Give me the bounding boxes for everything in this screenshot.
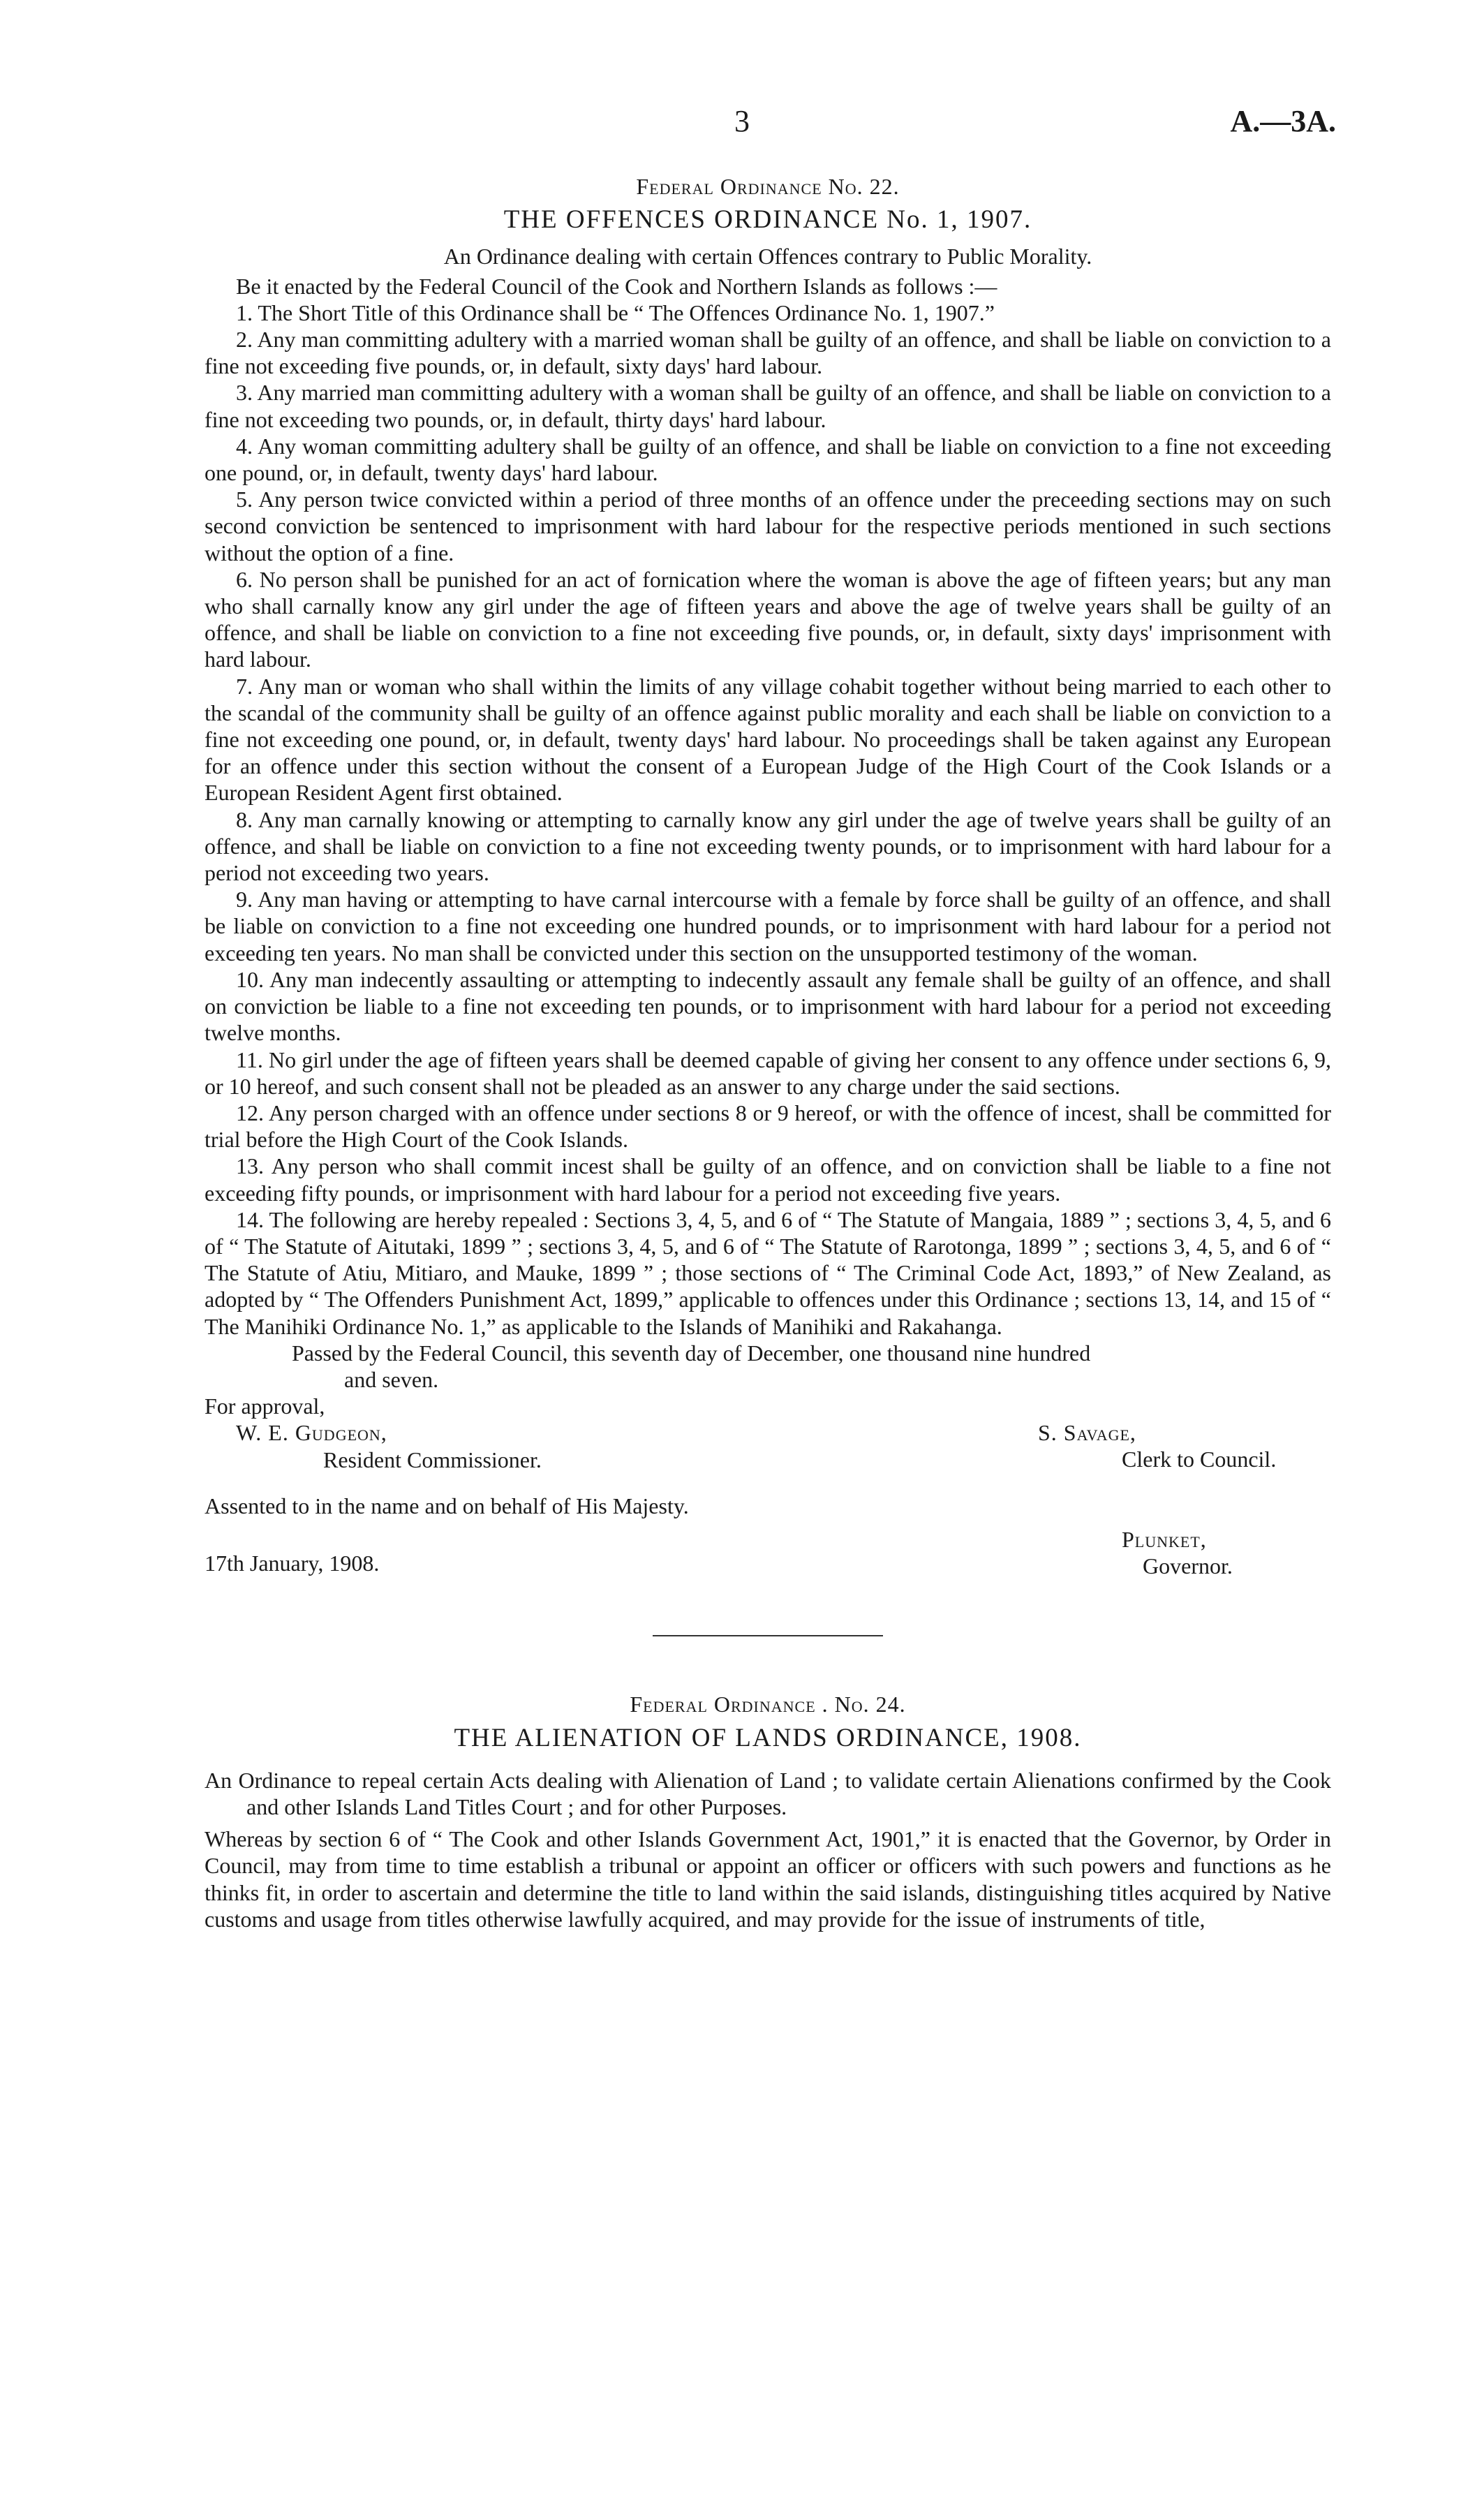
section-14: 14. The following are hereby repealed : Sections 3, 4, 5, and 6 of “ The Statute of Mangaia, 1889 ” ; sections 3, 4, 5, and 6 of “ The Statute of Aitutaki, 1899 ” ; sections 3, 4, 5, and 6 of “ The Statute of Rarotonga, 1899 ” ; sections 3, 4, 5, and 6 of “ The Statute of Atiu, Mitiaro, and Mauke, 1899 ” ; those sections of “ The Criminal Code Act, 1893,” of New Zealand, as adopted by “ The Offenders Punishment Act, 1899,” applicable to offences under this Ordinance ; sections 13, 14, and 15 of “ The Manihiki Ordinance No. 1,” as applicable to the Islands of Manihiki and Rakahanga. [205,1206,1331,1339]
ordinance-title: THE OFFENCES ORDINANCE No. 1, 1907. [503,205,1032,235]
ordinance-2-long-title: An Ordinance to repeal certain Acts dealing with Alienation of Land ; to validate certain Alienations confirmed by the Cook and other Islands Land Titles Court ; and for other Purposes. [205,1767,1331,1819]
right-signature [1038,1393,1331,1472]
section-13: 13. Any person who shall commit incest shall be guilty of an offence, and on conviction shall be liable to a fine not exceeding fifty pounds, or imprisonment with hard labour for a period not exceeding five years. [205,1153,1331,1206]
ordinance-number: Federal Ordinance No. 22. [636,174,900,199]
section-10: 10. Any man indecently assaulting or attempting to indecently assault any female shall be guilty of an offence, and shall on conviction be liable to a fine not exceeding ten pounds, or to imprisonment with hard labour for a period not exceeding twelve months. [205,966,1331,1046]
section-2: 2. Any man committing adultery with a married woman shall be guilty of an offence, and shall be liable on conviction to a fine not exceeding five pounds, or, in default, sixty days' hard labour. [205,327,1331,379]
resident-commissioner-name: W. E. Gudgeon, [236,1420,387,1446]
assent-statement: Assented to in the name and on behalf of His Majesty. [205,1493,689,1518]
section-4: 4. Any woman committing adultery shall be guilty of an offence, and shall be liable on conviction to a fine not exceeding one pound, or, in default, twenty days' hard labour. [205,433,1331,486]
governor-name: Plunket, [1122,1526,1207,1552]
section-8: 8. Any man carnally knowing or attempting to carnally know any girl under the age of twelve years shall be guilty of an offence, and shall be liable on conviction to a fine not exceeding twenty pounds, or to imprisonment with hard labour for a period not exceeding two years. [205,806,1331,886]
section-12: 12. Any person charged with an offence under sections 8 or 9 hereof, or with the offence of incest, shall be committed for trial before the High Court of the Cook Islands. [205,1100,1331,1153]
section-9: 9. Any man having or attempting to have carnal intercourse with a female by force shall be guilty of an offence, and shall be liable on conviction to a fine not exceeding one hundred pounds, or to imprisonment with hard labour for a period not exceeding ten years. No man shall be convicted under this section on the unsupported testimony of the woman. [205,887,1331,966]
section-divider [653,1635,883,1636]
ordinance-long-title: An Ordinance dealing with certain Offences contrary to Public Morality. [443,244,1092,269]
left-signature [205,1393,833,1473]
assent-date-block [205,1519,833,1576]
passed-line-1: Passed by the Federal Council, this seventh day of December, one thousand nine hundred [292,1340,1091,1366]
signature-block [205,1393,1331,1473]
clerk-title: Clerk to Council. [1122,1447,1277,1472]
section-1: 1. The Short Title of this Ordinance shall be “ The Offences Ordinance No. 1, 1907.” [236,299,995,325]
ordinance-2-whereas: Whereas by section 6 of “ The Cook and other Islands Government Act, 1901,” it is enacted that the Governor, by Order in Council, may from time to time establish a tribunal or appoint an officer or officers with such powers and functions as he thinks fit, in order to ascertain and determine the title to land within the said islands, distinguishing titles acquired by Native customs and usage from titles otherwise lawfully acquired, and may provide for the issue of instruments of title, [205,1826,1331,1932]
section-11: 11. No girl under the age of fifteen years shall be deemed capable of giving her consent to any offence under sections 6, 9, or 10 hereof, and such consent shall not be pleaded as an answer to any charge under the said sections. [205,1047,1331,1099]
governor-title: Governor. [1143,1553,1233,1579]
page-content [205,173,1331,1932]
document-reference: A.—3A. [1230,104,1336,138]
passed-line-2: and seven. [344,1366,439,1392]
clerk-name: S. Savage, [1038,1420,1136,1446]
section-3: 3. Any married man committing adultery with a woman shall be guilty of an offence, and shall be liable on conviction to a fine not exceeding two pounds, or, in default, thirty days' hard labour. [205,380,1331,432]
resident-commissioner-title: Resident Commissioner. [323,1447,542,1472]
enacting-clause: Be it enacted by the Federal Council of the Cook and Northern Islands as follows :— [236,273,997,299]
ordinance-2-title: THE ALIENATION OF LANDS ORDINANCE, 1908. [454,1723,1082,1752]
assent-date: 17th January, 1908. [205,1550,380,1576]
section-7: 7. Any man or woman who shall within the limits of any village cohabit together without being married to each other to the scandal of the community shall be guilty of an offence against public morality and each shall be liable on conviction to a fine not exceeding one pound, or, in default, twenty days' hard labour. No proceedings shall be taken against any European for an offence under this section without the consent of a European Judge of the High Court of the Cook Islands or a European Resident Agent first obtained. [205,673,1331,806]
governor-signature [1038,1519,1331,1579]
ordinance-2-number: Federal Ordinance . No. 24. [630,1692,906,1717]
passed-statement [205,1340,1331,1393]
section-6: 6. No person shall be punished for an act of fornication where the woman is above the age of fifteen years; but any man who shall carnally know any girl under the age of fifteen years and above the age of twelve years shall be guilty of an offence, and shall be liable on conviction to a fine not exceeding five pounds, or, in default, sixty days' imprisonment with hard labour. [205,566,1331,672]
page-number: 3 [734,104,750,138]
for-approval-label: For approval, [205,1393,325,1419]
section-5: 5. Any person twice convicted within a period of three months of an offence under the preceeding sections may on such second conviction be sentenced to imprisonment with hard labour for the respective periods mentioned in such sections without the option of a fine. [205,487,1331,565]
governor-signature-block [205,1519,1331,1579]
